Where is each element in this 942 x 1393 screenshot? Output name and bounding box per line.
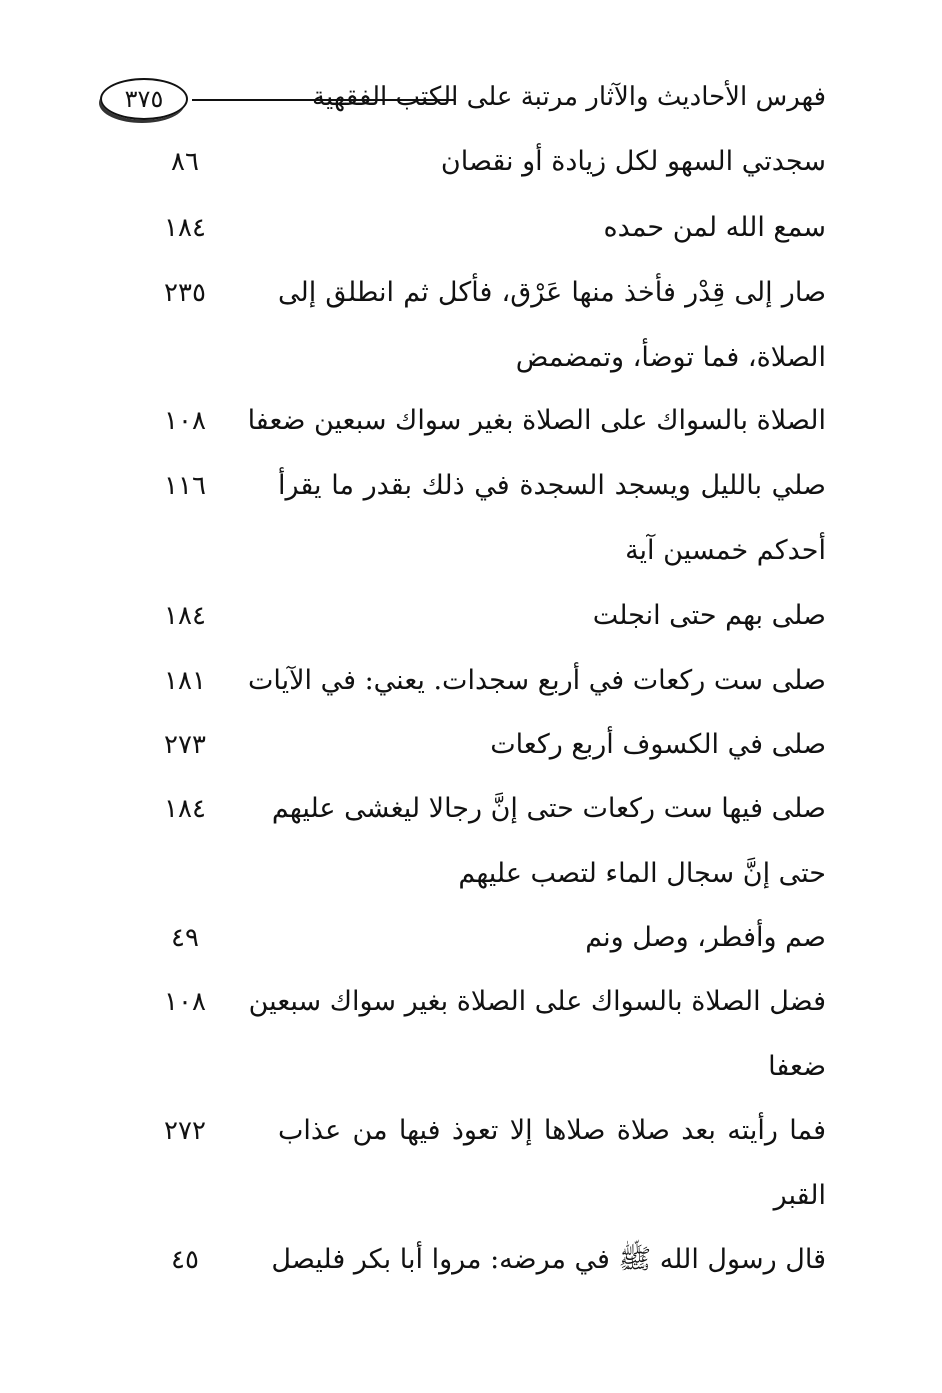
entry-page-number: ٤٥ [171, 1245, 199, 1275]
running-title: فهرس الأحاديث والآثار مرتبة على الكتب الفقهية [312, 82, 826, 112]
entry-text-line: حتى إنَّ سجال الماء لتصب عليهم [458, 858, 826, 889]
entry-page-number: ١٨٤ [164, 213, 206, 243]
entry-text-line: صار إلى قِدْر فأخذ منها عَرْق، فأكل ثم انطلق إلى [278, 277, 826, 308]
entry-page-number: ٢٧٣ [164, 730, 206, 760]
entry-page-number: ١٠٨ [164, 987, 206, 1017]
entry-text-line: الصلاة بالسواك على الصلاة بغير سواك سبعين ضعفا [247, 405, 826, 436]
entry-text-line: صلي بالليل ويسجد السجدة في ذلك بقدر ما يقرأ [278, 470, 826, 501]
entry-text-line: صلى فيها ست ركعات حتى إنَّ رجالا ليغشى عليهم [271, 793, 826, 824]
entry-text-line: أحدكم خمسين آية [625, 535, 826, 566]
entry-text-line: القبر [773, 1180, 826, 1211]
entry-text-line: فضل الصلاة بالسواك على الصلاة بغير سواك سبعين [248, 986, 826, 1017]
entry-page-number: ٨٦ [171, 147, 199, 177]
page-number-badge: ٣٧٥ [100, 78, 188, 120]
entry-text-line: صلى بهم حتى انجلت [592, 600, 826, 631]
entry-text-line: ضعفا [768, 1051, 826, 1082]
entry-text-line: صلى ست ركعات في أربع سجدات. يعني: في الآيات [247, 665, 826, 696]
entry-page-number: ٤٩ [171, 923, 199, 953]
entry-page-number: ١٨١ [164, 666, 206, 696]
entry-page-number: ٢٧٢ [164, 1116, 206, 1146]
page-header [96, 78, 826, 122]
entry-text-line: فما رأيته بعد صلاة صلاها إلا تعوذ فيها من عذاب [278, 1115, 826, 1146]
entry-page-number: ١٨٤ [164, 794, 206, 824]
entry-page-number: ١٨٤ [164, 601, 206, 631]
entry-text-line: صم وأفطر، وصل ونم [585, 922, 826, 953]
entry-text-line: صلى في الكسوف أربع ركعات [490, 729, 826, 760]
entry-text-line: سجدتي السهو لكل زيادة أو نقصان [440, 146, 826, 177]
entry-page-number: ١١٦ [164, 471, 206, 501]
entry-text-line: قال رسول الله ﷺ في مرضه: مروا أبا بكر فليصل [271, 1244, 826, 1275]
entry-text-line: الصلاة، فما توضأ، وتمضمض [515, 342, 826, 373]
entry-text-line: سمع الله لمن حمده [603, 212, 826, 243]
entry-page-number: ١٠٨ [164, 406, 206, 436]
entry-page-number: ٢٣٥ [164, 278, 206, 308]
